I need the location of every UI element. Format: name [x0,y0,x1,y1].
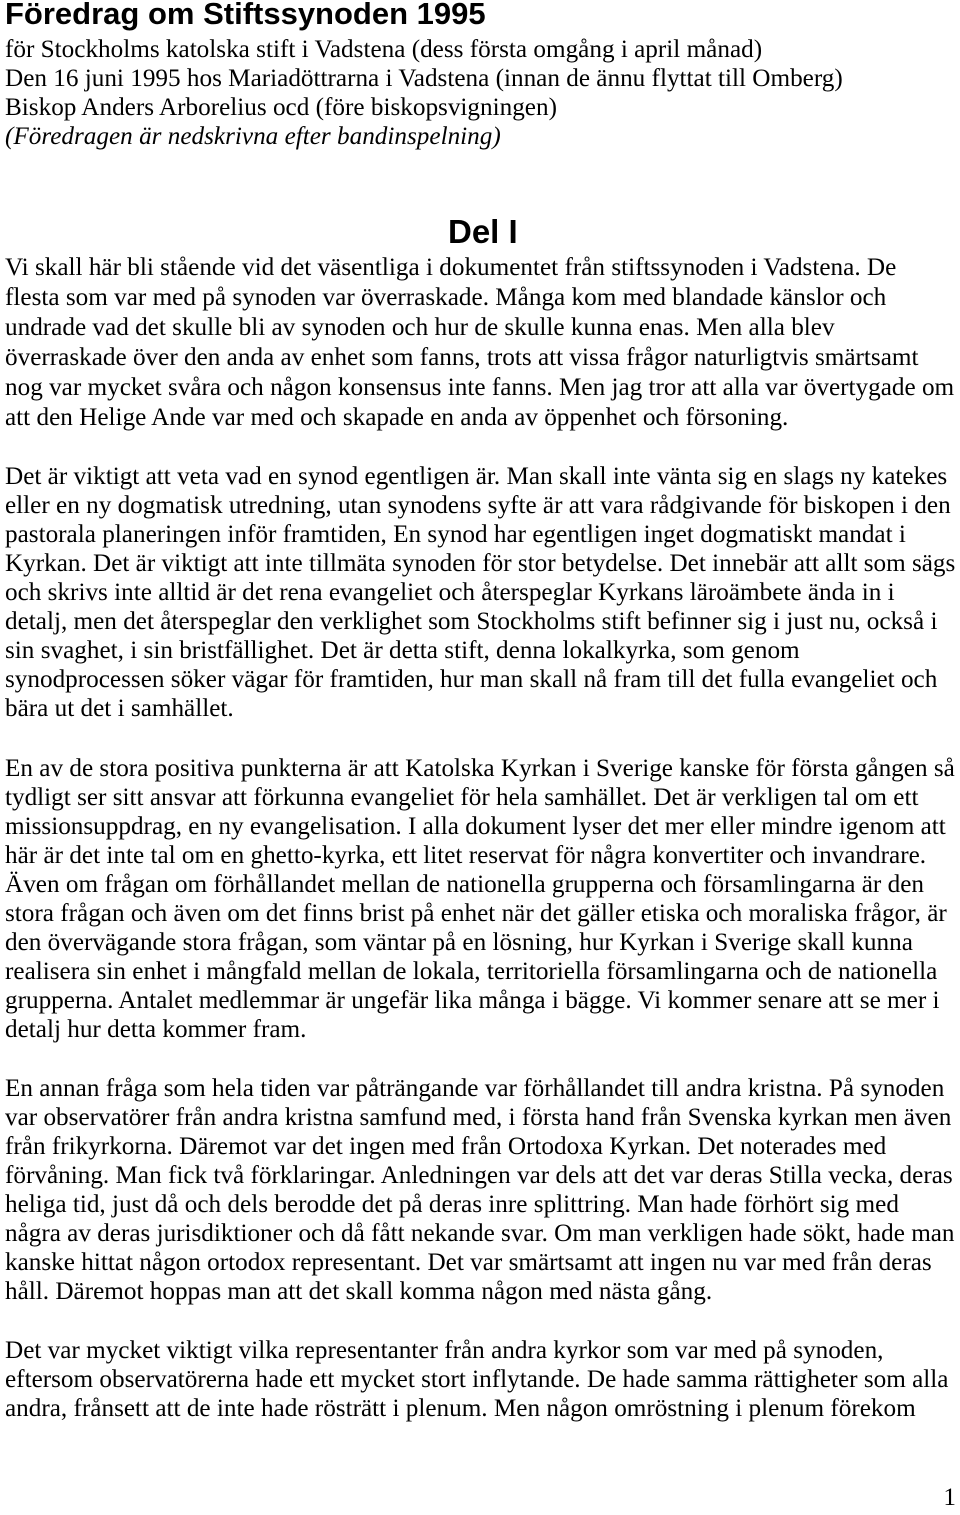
text-line: eftersom observatörerna hade ett mycket stort inflytande. De hade samma rättigheter som alla [5,1366,949,1393]
text-line: Även om frågan om förhållandet mellan de nationella grupperna och församlingarna är den [5,871,924,898]
paragraph [5,1336,948,1423]
text-line: Det var mycket viktigt vilka representanter från andra kyrkor som var med på synoden, [5,1337,884,1364]
text-line: kanske hittat någon ortodox representant. Det var smärtsamt att ingen nu var med från deras [5,1249,932,1276]
text-line: var observatörer från andra kristna samfund med, i första hand från Svenska kyrkan men även [5,1104,952,1131]
text-line: att den Helige Ande var med och skapade en anda av öppenhet och försoning. [5,404,789,431]
text-line: En annan fråga som hela tiden var påträngande var förhållandet till andra kristna. På synoden [5,1075,945,1102]
section-heading: Del I [448,213,518,250]
text-line: andra, frånsett att de inte hade rösträtt i plenum. Men någon omröstning i plenum förekom [5,1395,916,1422]
text-line: några av deras jurisdiktioner och då fått nekande svar. Om man verkligen hade sökt, hade man [5,1220,955,1247]
text-line: tydligt ser sitt ansvar att förkunna evangeliet för hela samhället. Det är verkligen tal om ett [5,784,919,811]
text-line: och skrivs inte alltid är det rena evangeliet och återspeglar Kyrkans läroämbete ända in i [5,579,895,606]
header-line: Biskop Anders Arborelius ocd (före biskopsvigningen) [5,94,557,121]
document-title: Föredrag om Stiftssynoden 1995 [5,0,486,31]
text-line: från frikyrkorna. Däremot var det ingen med från Ortodoxa Kyrkan. Det noterades med [5,1133,887,1160]
page-number: 1 [943,1484,956,1511]
header-line: för Stockholms katolska stift i Vadstena (dess första omgång i april månad) [5,36,763,63]
text-line: realisera sin enhet i mångfald mellan de lokala, territoriella församlingarna och de nationella [5,958,938,985]
text-line: missionsuppdrag, en ny evangelisation. I alla dokument lyser det mer eller mindre igenom att [5,813,946,840]
text-line: undrade vad det skulle bli av synoden och hur de skulle kunna enas. Men alla blev [5,314,835,341]
text-line: bära ut det i samhället. [5,695,234,722]
text-line: pastorala planeringen inför framtiden, En synod har egentligen inget dogmatiskt mandat i [5,521,906,548]
text-line: grupperna. Antalet medlemmar är ungefär lika många i bägge. Vi kommer senare att se mer i [5,987,940,1014]
text-line: stora frågan och även om det finns brist på enhet när det gäller etiska och moraliska frågor, är [5,900,947,927]
text-line: förvåning. Man fick två förklaringar. Anledningen var dels att det var deras Stilla vecka, deras [5,1162,953,1189]
text-line: den övervägande stora frågan, som väntar på en lösning, hur Kyrkan i Sverige skall kunna [5,929,913,956]
text-line: detalj hur detta kommer fram. [5,1016,307,1043]
paragraph [5,462,956,723]
text-line: detalj, men det återspeglar den verklighet som Stockholms stift befinner sig i just nu, också i [5,608,938,635]
transcription-note: (Föredragen är nedskrivna efter bandinspelning) [5,123,501,150]
text-line: Vi skall här bli stående vid det väsentliga i dokumentet från stiftssynoden i Vadstena. De [5,254,897,281]
text-line: sin svaghet, i sin bristfällighet. Det är detta stift, denna lokalkyrka, som genom [5,637,800,664]
text-line: håll. Däremot hoppas man att det skall komma någon med nästa gång. [5,1278,713,1305]
text-line: nog var mycket svåra och någon konsensus inte fanns. Men jag tror att alla var övertygade om [5,374,955,401]
header-line: Den 16 juni 1995 hos Mariadöttrarna i Vadstena (innan de ännu flyttat till Omberg) [5,65,843,92]
paragraph [5,754,955,1044]
text-line: heliga tid, just då och dels berodde det på deras inre splittring. Man hade förhört sig med [5,1191,899,1218]
text-line: Det är viktigt att veta vad en synod egentligen är. Man skall inte vänta sig en slags ny katekes [5,463,948,490]
text-line: Kyrkan. Det är viktigt att inte tillmäta synoden för stor betydelse. Det innebär att allt som sägs [5,550,956,577]
paragraph [5,253,954,433]
text-line: synodprocessen söker vägar för framtiden, hur man skall nå fram till det fulla evangeliet och [5,666,938,693]
text-line: En av de stora positiva punkterna är att Katolska Kyrkan i Sverige kanske för första gången så [5,755,955,782]
text-line: här är det inte tal om en ghetto-kyrka, ett litet reservat för några konvertiter och invandrare. [5,842,927,869]
paragraph [5,1074,956,1306]
document-header [5,35,843,151]
text-line: flesta som var med på synoden var överraskade. Många kom med blandade känslor och [5,284,887,311]
text-line: överraskade över den anda av enhet som fanns, trots att vissa frågor naturligtvis smärtsamt [5,344,919,371]
text-line: eller en ny dogmatisk utredning, utan synodens syfte är att vara rådgivande för biskopen i den [5,492,951,519]
